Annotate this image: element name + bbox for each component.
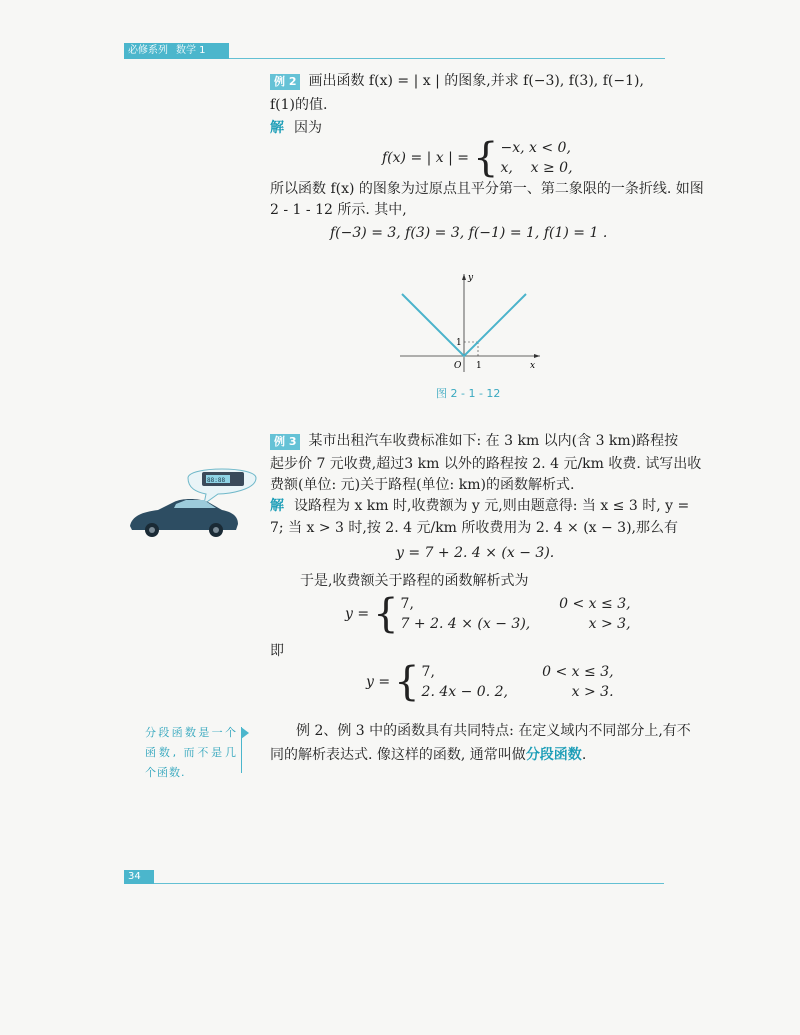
example3-line2: 起步价 7 元收费,超过3 km 以外的路程按 2. 4 元/km 收费. 试写出收 [270,456,702,472]
left-brace-icon: { [394,659,420,705]
page-number: 34 [124,870,154,884]
pw1-b-cond: x > 3, [588,616,631,632]
example3-thus: 于是,收费额关于路程的函数解析式为 [300,573,529,589]
left-brace-icon: { [473,135,499,181]
abs-graph [390,268,550,378]
pw1-a-cond: 0 < x ≤ 3, [559,596,631,612]
piecewise-1 [345,591,631,637]
example2-line4: 2 - 1 - 12 所示. 其中, [270,202,407,218]
example2-tag: 例 2 [270,74,300,90]
example2-line1: 例 2 画出函数 f(x) = | x | 的图象,并求 f(−3), f(3), f(−1), [270,70,644,92]
example2-line2: f(1)的值. [270,97,328,113]
piecewise-1-lhs: y = [345,606,370,622]
figure-caption: 图 2 - 1 - 12 [436,387,501,400]
key-term: 分段函数 [525,747,582,763]
example2-solution: 解 因为 [270,120,322,136]
example3-solution-line2: 7; 当 x > 3 时,按 2. 4 元/km 所收费用为 2. 4 × (x − 3),那么有 [270,520,679,536]
abs-piecewise-lhs: f(x) = | x | = [382,150,470,166]
footer-rule [154,883,664,884]
abs-piece-1: −x, x < 0, [500,140,571,156]
solution-label-2: 解 [270,498,284,514]
summary-line1: 例 2、例 3 中的函数具有共同特点: 在定义域内不同部分上,有不 [296,723,691,739]
solution-label: 解 [270,120,284,136]
example3-line1: 例 3 某市出租汽车收费标准如下: 在 3 km 以内(含 3 km)路程按 [270,430,678,452]
example3-equation: y = 7 + 2. 4 × (x − 3). [396,545,555,561]
note-pointer-icon [241,727,249,739]
pw1-a: 7, [400,596,414,612]
example3-solution-line1: 解 设路程为 x km 时,收费额为 y 元,则由题意得: 当 x ≤ 3 时, y = [270,498,690,514]
taxi-illustration [128,460,264,540]
x-arrow-icon [534,354,540,358]
x-tick-label: 1 [476,361,482,371]
book-header [124,43,229,59]
ji-label: 即 [270,643,284,659]
y-arrow-icon [462,274,466,280]
abs-piecewise [382,135,573,181]
piecewise-2 [366,659,614,705]
example2-line3: 所以函数 f(x) 的图象为过原点且平分第一、第二象限的一条折线. 如图 [270,181,704,197]
book-label: 数学 1 [176,45,206,56]
example3-line3: 费额(单位: 元)关于路程(单位: km)的函数解析式. [270,477,575,493]
pw2-a: 7, [421,664,435,680]
y-axis-label: y [468,273,474,283]
margin-note: 分段函数是一个函数, 而不是几个函数. [145,726,237,779]
y-tick-label: 1 [456,338,462,348]
pw2-b: 2. 4x − 0. 2, [421,684,508,700]
x-axis-label: x [530,361,536,371]
note-bar [241,727,242,773]
meter-display: 88:88 [207,477,226,484]
pw1-b: 7 + 2. 4 × (x − 3), [400,616,531,632]
left-brace-icon: { [373,591,399,637]
pw2-a-cond: 0 < x ≤ 3, [542,664,614,680]
example2-values: f(−3) = 3, f(3) = 3, f(−1) = 1, f(1) = 1 . [330,225,608,241]
origin-label: O [454,361,462,371]
summary-line2: 同的解析表达式. 像这样的函数, 通常叫做分段函数. [270,747,587,763]
abs-piece-2: x, x ≥ 0, [500,160,573,176]
header-rule [229,58,665,59]
series-label: 必修系列 [128,45,168,56]
pw2-b-cond: x > 3. [571,684,614,700]
example3-tag: 例 3 [270,434,300,450]
piecewise-2-lhs: y = [366,674,391,690]
